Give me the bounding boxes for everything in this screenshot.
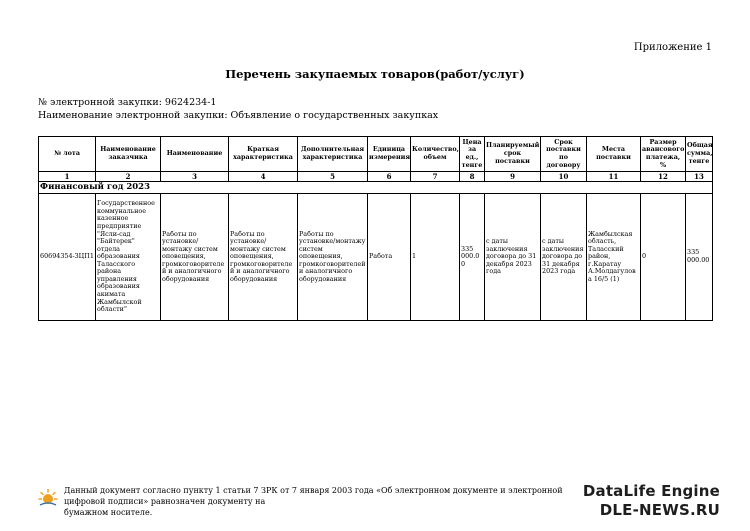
header-cell: Места поставки — [587, 137, 641, 172]
column-number: 6 — [368, 172, 411, 182]
procurement-table — [38, 136, 713, 321]
header-cell: № лота — [39, 137, 96, 172]
header-cell: Общая сумма, тенге — [686, 137, 713, 172]
unit-price: 335 000.00 — [460, 194, 485, 321]
column-number: 2 — [96, 172, 161, 182]
header-row — [39, 137, 713, 172]
header-cell: Срок поставки по договору — [541, 137, 587, 172]
sun-logo-icon — [38, 488, 58, 508]
column-number: 12 — [641, 172, 686, 182]
header-cell: Краткая характеристика — [229, 137, 298, 172]
header-cell: Единица измерения — [368, 137, 411, 172]
financial-year: Финансовый год 2023 — [39, 182, 713, 194]
header-cell: Цена за ед., тенге — [460, 137, 485, 172]
column-number: 7 — [411, 172, 460, 182]
unit: Работа — [368, 194, 411, 321]
total-amount: 335 000.00 — [686, 194, 713, 321]
table-row — [39, 194, 713, 321]
column-number: 11 — [587, 172, 641, 182]
item-name: Работы по установке/монтажу систем оповещения, громкоговорителей и аналогичного оборудования — [161, 194, 229, 321]
purchase-name: Наименование электронной закупки: Объявление о государственных закупках — [38, 110, 439, 121]
watermark-title: DataLife Engine — [582, 482, 720, 500]
column-number: 3 — [161, 172, 229, 182]
short-description: Работы по установке/монтажу систем оповещения, громкоговорителей и аналогичного оборудования — [229, 194, 298, 321]
lot-number: 60694354-ЗЦП1 — [39, 194, 96, 321]
header-cell: Наименование заказчика — [96, 137, 161, 172]
watermark-site: DLE-NEWS.RU — [599, 501, 720, 519]
footer-legal-text — [64, 486, 598, 518]
contract-delivery: с даты заключения договора до 31 декабря 2023 года — [541, 194, 587, 321]
customer-name: Государственное коммунальное казенное предприятие "Ясли-сад "Байтерек" отдела образования Таласского района управления образования акимата Жамбылской области" — [96, 194, 161, 321]
header-cell: Количество, объем — [411, 137, 460, 172]
footer-text-line: Данный документ согласно пункту 1 статьи 7 ЗРК от 7 января 2003 года «Об электронном документе и электронной цифровой подписи» равнозначен документу на — [64, 486, 563, 506]
header-cell: Наименование — [161, 137, 229, 172]
header-cell: Дополнительная характеристика — [298, 137, 368, 172]
additional-description: Работы по установке/монтажу систем оповещения, громкоговорителей и аналогичного оборудования — [298, 194, 368, 321]
column-number: 1 — [39, 172, 96, 182]
planned-delivery: с даты заключения договора до 31 декабря 2023 года — [485, 194, 541, 321]
year-row — [39, 182, 713, 194]
footer-text-line: бумажном носителе. — [64, 507, 153, 517]
column-number: 13 — [686, 172, 713, 182]
document-title: Перечень закупаемых товаров(работ/услуг) — [225, 67, 525, 81]
column-number: 9 — [485, 172, 541, 182]
delivery-place: Жамбылская область, Таласский район, г.Каратау А.Молдагулова 16/5 (1) — [587, 194, 641, 321]
header-cell: Размер авансового платежа, % — [641, 137, 686, 172]
appendix-label: Приложение 1 — [633, 42, 712, 53]
column-number: 8 — [460, 172, 485, 182]
header-cell: Планируемый срок поставки — [485, 137, 541, 172]
column-number-row — [39, 172, 713, 182]
column-number: 10 — [541, 172, 587, 182]
column-number: 4 — [229, 172, 298, 182]
column-number: 5 — [298, 172, 368, 182]
quantity: 1 — [411, 194, 460, 321]
advance-payment: 0 — [641, 194, 686, 321]
purchase-number: № электронной закупки: 9624234-1 — [38, 97, 217, 108]
